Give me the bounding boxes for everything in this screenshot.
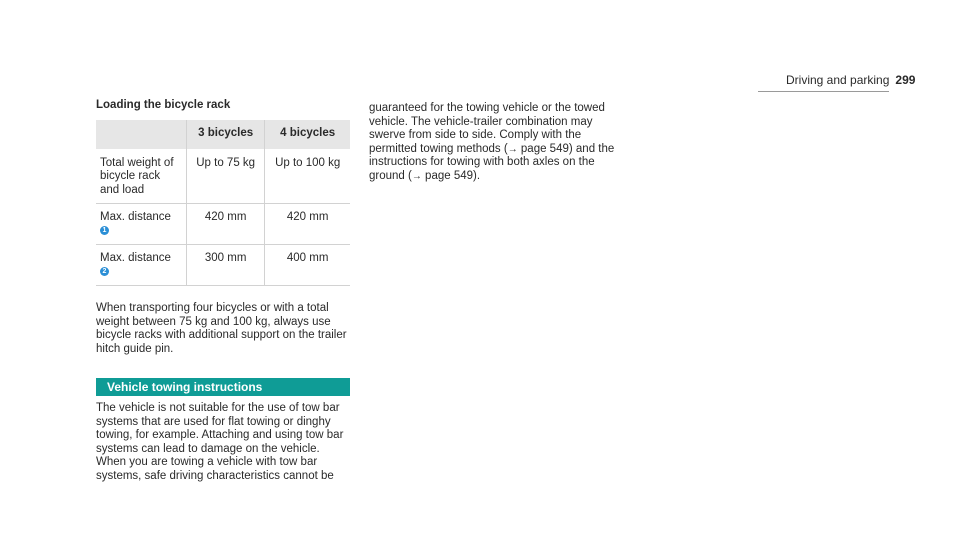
value-3-bicycles: 420 mm: [187, 204, 265, 245]
page-number: 299: [895, 73, 916, 87]
continued-text-c: ).: [473, 169, 481, 182]
arrow-right-icon: →: [411, 170, 422, 182]
page-reference-link-1[interactable]: page 549: [520, 142, 569, 155]
table-row: [96, 149, 350, 204]
bicycle-rack-table: [96, 120, 350, 287]
towing-continued-text: [369, 102, 619, 183]
right-column: [369, 102, 619, 183]
page-header: [786, 74, 915, 88]
row-label: Total weight of bicycle rack and load: [96, 149, 187, 204]
value-4-bicycles: 400 mm: [265, 245, 350, 286]
section-title: Driving and parking: [786, 73, 890, 87]
table-row: [96, 204, 350, 245]
value-4-bicycles: Up to 100 kg: [265, 149, 350, 204]
page-reference-link-2[interactable]: page 549: [425, 169, 474, 182]
table-title: Loading the bicycle rack: [96, 99, 231, 111]
value-3-bicycles: 300 mm: [187, 245, 265, 286]
table-header-row: [96, 120, 350, 149]
row-label: Max. distance: [100, 252, 171, 264]
row-label-cell: [96, 204, 187, 245]
header-cell-4-bicycles: 4 bicycles: [265, 120, 350, 149]
towing-body-text: The vehicle is not suitable for the use of tow bar systems that are used for flat towing or dinghy towing, for example. Attaching and using tow bar systems can lead to damage on the vehicle. When you are towing a vehicle with tow bar systems, safe driving characteristics cannot be: [96, 402, 344, 482]
row-label-cell: [96, 245, 187, 286]
callout-badge-1: 1: [100, 226, 109, 235]
row-label: Max. distance: [100, 211, 171, 223]
header-divider: [758, 91, 889, 92]
continued-text-b: ) and the instructions for towing with both axles on the ground (: [369, 142, 615, 182]
header-cell-3-bicycles: 3 bicycles: [187, 120, 265, 149]
table-row: [96, 245, 350, 286]
continued-text-a: guaranteed for the towing vehicle or the towed vehicle. The vehicle-trailer combination may swerve from side to side. Comply with the permitted towing methods (: [369, 102, 605, 155]
callout-badge-2: 2: [100, 267, 109, 276]
header-cell-blank: [96, 120, 187, 149]
value-4-bicycles: 420 mm: [265, 204, 350, 245]
arrow-right-icon: →: [507, 143, 518, 155]
bicycle-note: When transporting four bicycles or with a total weight between 75 kg and 100 kg, always use bicycle racks with additional support on the trailer hitch guide pin.: [96, 302, 347, 355]
left-column: [96, 99, 350, 483]
section-heading-towing: Vehicle towing instructions: [96, 378, 350, 396]
value-3-bicycles: Up to 75 kg: [187, 149, 265, 204]
